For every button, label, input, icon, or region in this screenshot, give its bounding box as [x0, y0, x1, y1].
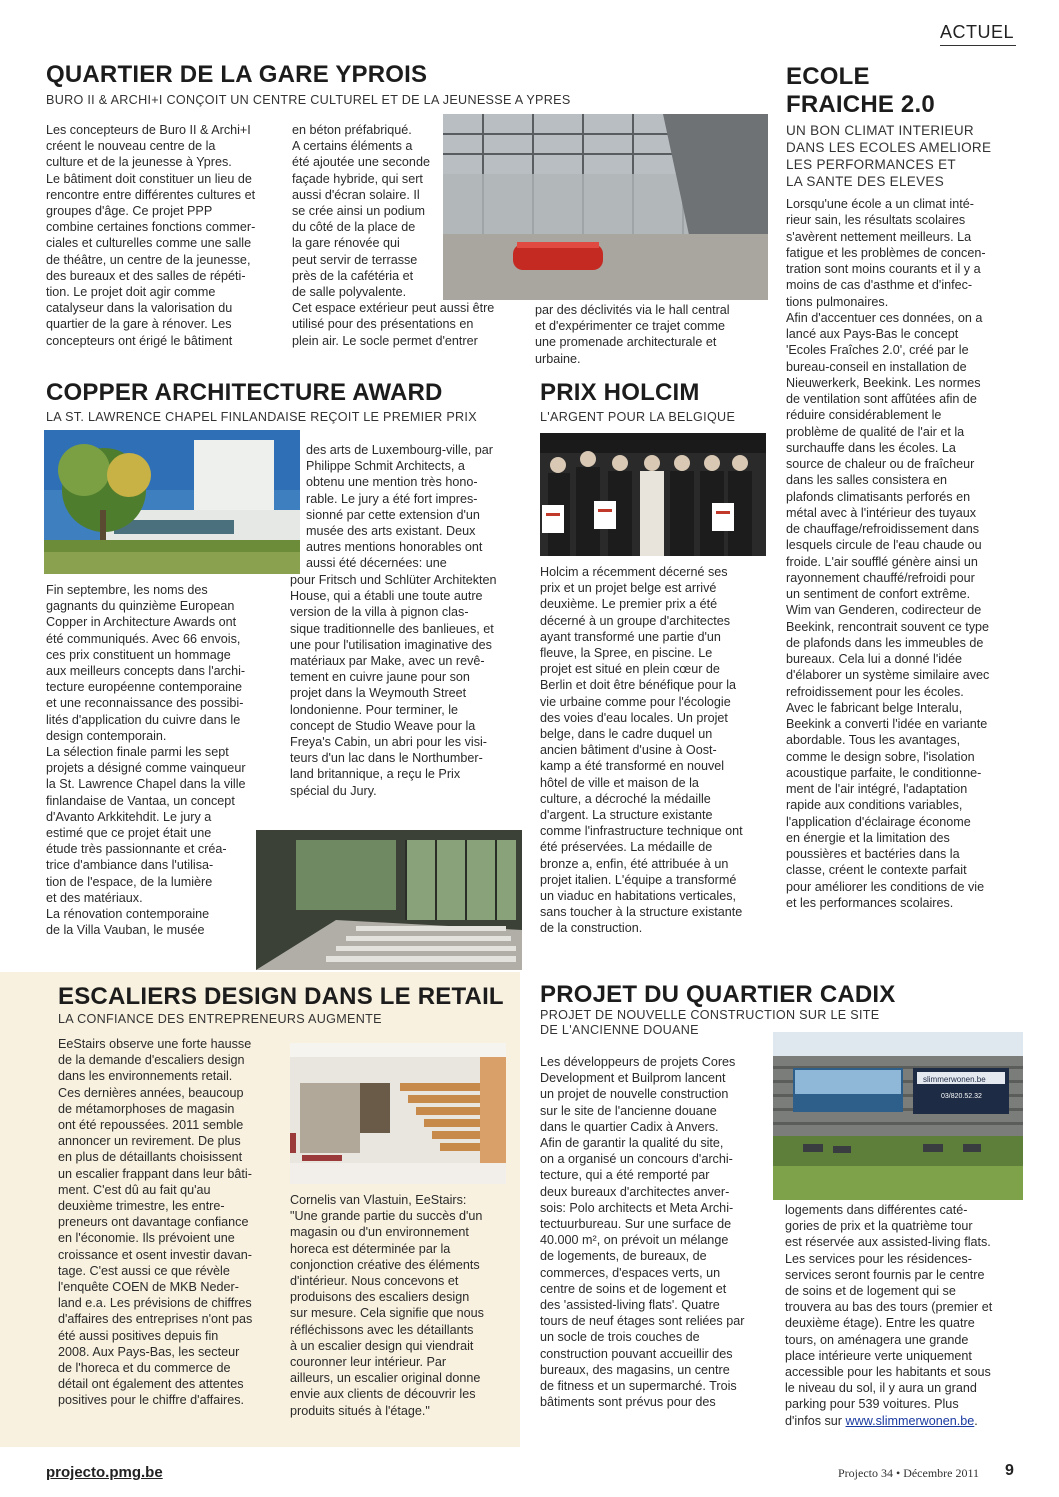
- escaliers-photo: [290, 1043, 506, 1184]
- chapel-interior-image: [256, 830, 522, 970]
- cadix-col2: [785, 1202, 1025, 1429]
- gare-title: QUARTIER DE LA GARE YPROIS: [46, 61, 428, 88]
- customs-building-image: [773, 1032, 1023, 1200]
- chapel-exterior-image: [44, 430, 300, 574]
- cadix-col2-tail: .: [974, 1413, 978, 1428]
- gare-subtitle: BURO II & ARCHI+I CONÇOIT UN CENTRE CULTUREL ET DE LA JEUNESSE A YPRES: [46, 93, 571, 107]
- gare-col1: Les concepteurs de Buro II & Archi+I créent le nouveau centre de la culture et de la jeunesse à Ypres. Le bâtiment doit constituer un lieu de rencontre entre différentes cultures et groupes d'âge. Ce projet PPP combine certaines fonctions commer- ciales et culturelles comme une salle de théâtre, un centre de la jeunesse, des bureaux et des salles de répéti- tion. Le projet doit agir comme catalyseur dans la valorisation du quartier de la gare à rénover. Les concepteurs ont érigé le bâtiment: [46, 123, 256, 348]
- gare-photo: [443, 114, 768, 300]
- escaliers-col2: Cornelis van Vlastuin, EeStairs: "Une grande partie du succès d'un magasin ou d'un environnement horeca est déterminée par la conjonction créative des éléments d'intérieur. Nous concevons et produisons des escaliers design sur mesure. Cela signifie que nous réfléchissons avec les détaillants à un escalier design qui viendrait couronner leur intérieur. Par ailleurs, un escalier original donne envie aux clients de découvrir les produits situés à l'étage.": [290, 1193, 484, 1418]
- escaliers-title: ESCALIERS DESIGN DANS LE RETAIL: [58, 983, 504, 1010]
- copper-photo: [44, 430, 300, 574]
- escaliers-subtitle: LA CONFIANCE DES ENTREPRENEURS AUGMENTE: [58, 1012, 382, 1026]
- ecole-title-line2: FRAICHE 2.0: [786, 91, 935, 118]
- cadix-subtitle: PROJET DE NOUVELLE CONSTRUCTION SUR LE SITE DE L'ANCIENNE DOUANE: [540, 1008, 880, 1037]
- gare-col2: en béton préfabriqué. A certains éléments a été ajoutée une seconde façade hybride, qui sert aussi d'écran solaire. Il se crée ainsi un podium du côté de la place de la gare rénovée qui peut servir de terrasse près de la cafétéria et de salle polyvalente. Cet espace extérieur peut aussi être utilisé pour des présentations en plein air. Le socle permet d'entrer: [292, 123, 495, 348]
- holcim-photo: [540, 433, 766, 556]
- billboard-brand: slimmerwonen.be: [923, 1075, 986, 1084]
- ecole-subtitle: UN BON CLIMAT INTERIEUR DANS LES ECOLES AMELIORE LES PERFORMANCES ET LA SANTE DES ELEVES: [786, 123, 992, 189]
- holcim-title: PRIX HOLCIM: [540, 379, 700, 406]
- section-tag: [940, 22, 1016, 46]
- billboard-phone: 03/820.52.32: [941, 1093, 982, 1100]
- slimmerwonen-link[interactable]: www.slimmerwonen.be: [845, 1413, 975, 1428]
- ecole-title-line1: ECOLE: [786, 63, 870, 90]
- copper-col2a: des arts de Luxembourg-ville, par Philippe Schmit Architects, a obtenu une mention très hono- rable. Le jury a été fort impres- sionné par cette extension d'un musée des arts existant. Deux autres mentions honorables ont aussi été décernées: une: [306, 443, 493, 571]
- gare-col3: par des déclivités via le hall central et d'expérimenter ce trajet comme une promenade architecturale et urbaine.: [535, 303, 730, 366]
- escaliers-col1: EeStairs observe une forte hausse de la demande d'escaliers design dans les environnements retail. Ces dernières années, beaucoup de métamorphoses de magasin ont été repoussées. 2011 semble annoncer un revirement. De plus en plus de détaillants choisissent un escalier frappant dans leur bâti- ment. C'est dû au fait qu'au deuxième trimestre, les entre- preneurs ont davantage confiance en l'économie. Ils prévoient une croissance et osent investir davan- tage. C'est aussi ce que révèle l'enquête COEN de MKB Neder- land e.a. Les prévisions de chiffres d'affaires des entreprises n'ont pas été aussi positives depuis fin 2008. Aux Pays-Bas, les secteur de l'horeca et du commerce de détail ont également des attentes positives pour le chiffre d'affaires.: [58, 1037, 253, 1408]
- copper-subtitle: LA ST. LAWRENCE CHAPEL FINLANDAISE REÇOIT LE PREMIER PRIX: [46, 410, 477, 424]
- section-tag-label: ACTUEL: [940, 22, 1015, 42]
- copper-col1: Fin septembre, les noms des gagnants du quinzième European Copper in Architecture Awards ont été communiqués. Avec 66 envois, ces prix constituent un hommage aux meilleurs concepts dans l'archi- tecture européenne contemporaine et une reconnaissance des possibi- lités d'application du cuivre dans le design contemporain. La sélection finale parmi les sept projets a désigné comme vainqueur la St. Lawrence Chapel dans la ville finlandaise de Vantaa, un concept d'Avanto Arkkitehdit. Le jury a estimé que ce projet était une étude très passionnante et créa- trice d'ambiance dans l'utilisa- tion de l'espace, de la lumière et des matériaux. La rénovation contemporaine de la Villa Vauban, le musée: [46, 583, 246, 938]
- footer-page-number: 9: [1005, 1462, 1014, 1479]
- cadix-col2-text: logements dans différentes caté- gories de prix et la quatrième tour est réservée aux assisted-living flats. Les services pour les résidences- services seront fournis par le centre de soins et de logement qui se trouvera au bas des tours (premier et deuxième étage). Entre les quatre tours, on aménagera une grande place intérieure verte uniquement accessible pour les habitants et sous le niveau du sol, il y aura un grand parking pour 539 voitures. Plus d'infos sur: [785, 1203, 993, 1428]
- award-ceremony-image: [540, 433, 766, 556]
- cadix-photo: [773, 1032, 1023, 1200]
- copper-photo-2: [256, 830, 522, 970]
- staircase-shop-image: [290, 1043, 506, 1184]
- holcim-subtitle: L'ARGENT POUR LA BELGIQUE: [540, 410, 736, 424]
- cadix-title: PROJET DU QUARTIER CADIX: [540, 981, 896, 1008]
- holcim-body: Holcim a récemment décerné ses prix et un projet belge est arrivé deuxième. Le premier prix a été décerné à un groupe d'architectes ayant transformé une partie d'un fleuve, la Spree, en piscine. Le projet est situé en plein cœur de Berlin et doit être bénéfique pour la vie urbaine comme pour l'écologie des voies d'eau locales. Un projet belge, dans le cadre duquel un ancien bâtiment d'usine à Oost- kamp a été transformé en nouvel hôtel de ville et maison de la culture, a décroché la médaille d'argent. La structure existante comme l'infrastructure technique ont été préservées. La médaille de bronze a, enfin, été attribuée à un projet italien. L'équipe a transformé un viaduc en habitations verticales, sans toucher à la structure existante de la construction.: [540, 565, 743, 936]
- copper-title: COPPER ARCHITECTURE AWARD: [46, 379, 443, 406]
- gare-interior-image: [443, 114, 768, 300]
- footer-site[interactable]: projecto.pmg.be: [46, 1464, 163, 1481]
- cadix-col1: Les développeurs de projets Cores Development et Builprom lancent un projet de nouvelle construction sur le site de l'ancienne douane dans le quartier Cadix à Anvers. Afin de garantir la qualité du site, on a organisé un concours d'archi- tecture, qui a été remporté par deux bureaux d'architectes anver- sois: Polo architects et Meta Archi- tectuurbureau. Sur une surface de 40.000 m², on prévoit un mélange de logements, de bureaux, de commerces, d'espaces verts, un centre de soins et de logement et des 'assisted-living flats'. Quatre tours de neuf étages sont reliées par un socle de trois couches de construction pouvant accueillir des bureaux, des magasins, un centre de fitness et un supermarché. Trois bâtiments sont prévus pour des: [540, 1055, 745, 1410]
- ecole-body: Lorsqu'une école a un climat inté- rieur sain, les résultats scolaires s'avèrent nettement meilleurs. La fatigue et les problèmes de concen- tration sont moins courants et il y a moins de cas d'asthme et d'infec- tions pulmonaires. Afin d'accentuer ces données, on a lancé aux Pays-Bas le concept 'Ecoles Fraîches 2.0', créé par le bureau-conseil en installation de Nieuwerkerk, Beekink. Les normes de ventilation sont affûtées afin de réduire considérablement le problème de qualité de l'air et la surchauffe dans les écoles. La source de chaleur ou de fraîcheur dans les salles consistera en plafonds climatisants perforés en métal avec à l'intérieur des tuyaux de chauffage/refroidissement dans lesquels circule de l'eau chaude ou froide. L'air soufflé génère ainsi un rayonnement chauffé/refroidi pour un sentiment de confort extrême. Wim van Genderen, codirecteur de Beekink, rencontrait souvent ce type de plafonds dans les immeubles de bureaux. Cela lui a donné l'idée d'élaborer un système similaire avec refroidissement pour les écoles. Avec le fabricant belge Interalu, Beekink a converti l'idée en variante abordable. Tous les avantages, comme le design sobre, l'isolation acoustique parfaite, le conditionne- ment de l'air intégré, l'adaptation rapide aux conditions variables, l'application d'éclairage économe en énergie et la limitation des poussières et bactéries dans la classe, créent le contexte parfait pour améliorer les conditions de vie et les performances scolaires.: [786, 197, 990, 910]
- footer-issue: Projecto 34 • Décembre 2011: [838, 1466, 980, 1480]
- copper-col2b: pour Fritsch und Schlüter Architekten House, qui a établi une toute autre version de la villa à pignon clas- sique traditionnelle des banlieues, et une pour l'utilisation imaginative des matériaux par Make, avec un revê- tement en cuivre jaune pour son projet dans la Weymouth Street londonienne. Pour terminer, le concept de Studio Weave pour la Freya's Cabin, un abri pour les visi- teurs d'un lac dans le Northumber- land britannique, a reçu le Prix spécial du Jury.: [290, 573, 497, 798]
